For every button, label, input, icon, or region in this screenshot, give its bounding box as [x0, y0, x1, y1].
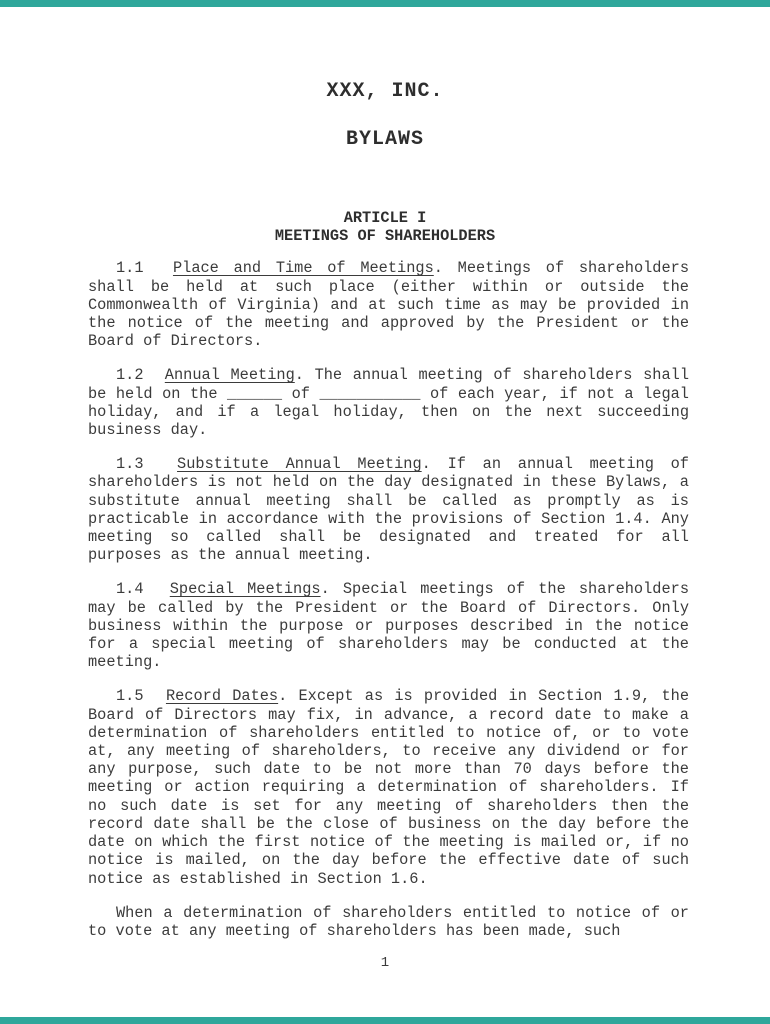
- section-number: 1.2: [116, 366, 165, 385]
- company-title: XXX, INC.: [326, 80, 444, 103]
- article-subheading: MEETINGS OF SHAREHOLDERS: [274, 227, 496, 246]
- document-body: [88, 259, 689, 940]
- paragraph-text: When a determination of shareholders entitled to notice of or to vote at any meeting of shareholders has been made, such: [88, 903, 689, 940]
- paragraph: [88, 904, 689, 940]
- paragraph-text: . The annual meeting of shareholders shall be held on the ______ of ___________ of each year, if not a legal holiday, and if a legal holiday, then on the next succeeding business day.: [88, 366, 689, 440]
- section-heading: Substitute Annual Meeting: [177, 455, 422, 474]
- section-number: 1.3: [116, 455, 178, 474]
- paragraph-text: . If an annual meeting of shareholders is not held on the day designated in these Bylaws, a substitute annual meeting shall be called as promptly as is practicable in accordance with the provisions of Section 1.4. Any meeting so called shall be designated and treated for all purposes as the annual meeting.: [88, 455, 689, 565]
- section-number: 1.1: [116, 259, 173, 278]
- section-heading: Place and Time of Meetings: [172, 259, 434, 278]
- paragraph-text: . Special meetings of the shareholders may be called by the President or the Board of Directors. Only business within the purpose or purposes described in the notice for a special meeting of shareholders may be conducted at the meeting.: [88, 580, 690, 672]
- article-heading: ARTICLE I: [343, 209, 427, 227]
- section-heading: Record Dates: [165, 687, 279, 706]
- paragraph: [88, 455, 689, 564]
- document-title: BYLAWS: [345, 128, 424, 151]
- paragraph-text: . Meetings of shareholders shall be held at such place (either within or outside the Commonwealth of Virginia) and at such time as may be provided in the notice of the meeting and approved by the President or the Board of Directors.: [88, 259, 690, 351]
- article-heading-block: [0, 209, 770, 245]
- paragraph-text: . Except as is provided in Section 1.9, the Board of Directors may fix, in advance, a record date to make a determination of shareholders entitled to notice of, or to vote at, any meeting of shareholders, to receive any dividend or for any purpose, such date to be not more than 70 days before the meeting or action requiring a determination of shareholders. If no such date is set for any meeting of shareholders then the record date shall be the close of business on the day before the date on which the first notice of the meeting is mailed or, if no notice is mailed, on the day before the effective date of such notice as established in Section 1.6.: [88, 687, 689, 888]
- section-number: 1.5: [116, 687, 166, 706]
- section-heading: Special Meetings: [169, 580, 321, 599]
- page-number: 1: [380, 955, 390, 972]
- paragraph: [88, 366, 689, 439]
- paragraph: [88, 687, 689, 887]
- bottom-edge-bar: [0, 1017, 770, 1024]
- top-edge-bar: [0, 0, 770, 7]
- section-heading: Annual Meeting: [164, 366, 295, 385]
- paragraph: [88, 580, 689, 671]
- section-number: 1.4: [116, 580, 170, 599]
- paragraph: [88, 259, 689, 350]
